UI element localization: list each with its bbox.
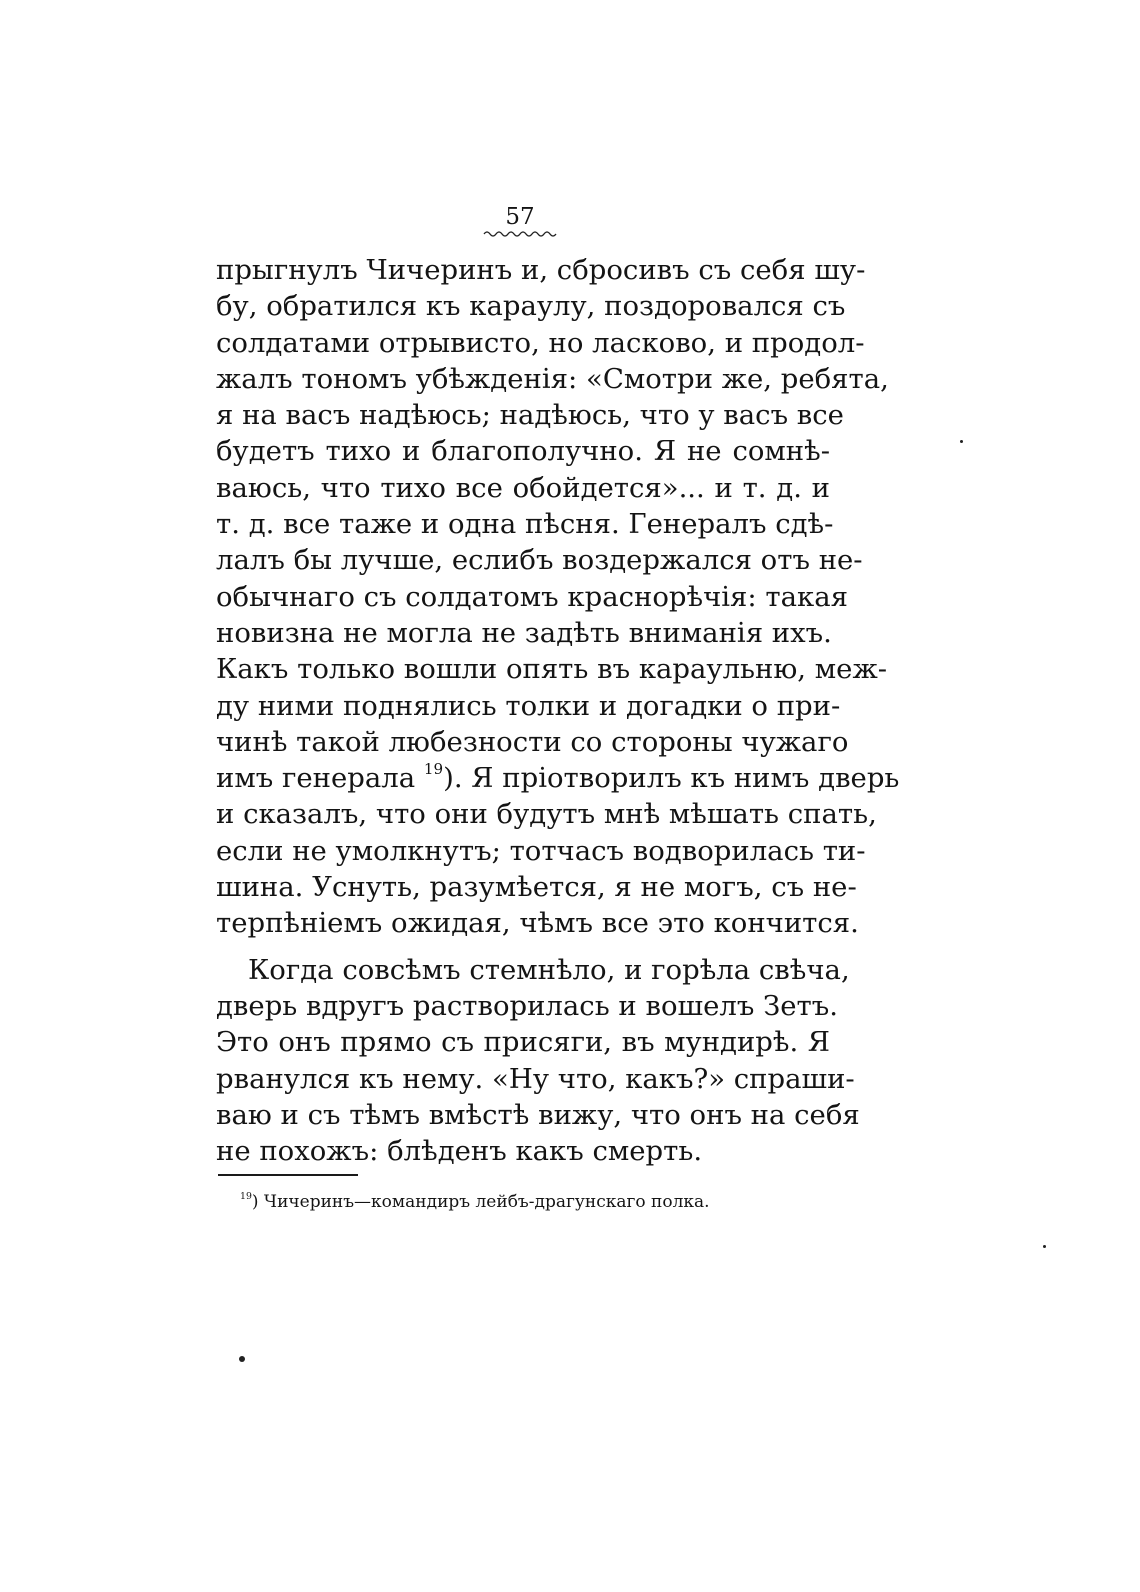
page-number-ornament	[484, 230, 556, 238]
text-line: рванулся къ нему. «Ну что, какъ?» спраши-	[216, 1062, 855, 1095]
text-line: если не умолкнутъ; тотчасъ водворилась ти-	[216, 834, 866, 867]
paragraph-gap	[216, 942, 830, 952]
text-segment: ). Я пріотворилъ къ нимъ дверь	[443, 762, 900, 795]
footnote-marker: 19	[240, 1191, 252, 1203]
print-speck	[239, 1356, 245, 1362]
text-line: не похожъ: блѣденъ какъ смерть.	[216, 1135, 703, 1168]
text-line: терпѣніемъ ожидая, чѣмъ все это кончится.	[216, 907, 859, 940]
text-segment: имъ генерала	[216, 762, 424, 795]
text-line: я на васъ надѣюсь; надѣюсь, что у васъ все	[216, 399, 844, 432]
text-line: бу, обратился къ караулу, поздоровался съ	[216, 290, 846, 323]
text-line: ваюсь, что тихо все обойдется»... и т. д. и	[216, 471, 830, 504]
print-speck	[1043, 1245, 1046, 1248]
text-line: будетъ тихо и благополучно. Я не сомнѣ-	[216, 435, 830, 468]
text-line: и сказалъ, что они будутъ мнѣ мѣшать спать,	[216, 798, 877, 831]
text-line: ваю и съ тѣмъ вмѣстѣ вижу, что онъ на себя	[216, 1098, 860, 1131]
footnote	[240, 1190, 710, 1214]
footnote-rule	[218, 1174, 358, 1176]
text-line: т. д. все таже и одна пѣсня. Генералъ сдѣ-	[216, 508, 834, 541]
footnote-reference: 19	[423, 760, 444, 779]
text-line: чинѣ такой любезности со стороны чужаго	[216, 725, 849, 758]
print-speck	[960, 440, 963, 443]
text-line: шина. Уснуть, разумѣется, я не могъ, съ не-	[216, 871, 857, 904]
text-line: жалъ тономъ убѣжденія: «Смотри же, ребята,	[216, 362, 889, 395]
text-line-with-footnote-ref	[216, 760, 900, 796]
footnote-text: ) Чичеринъ—командиръ лейбъ-драгунскаго полка.	[251, 1192, 710, 1212]
text-line: Когда совсѣмъ стемнѣло, и горѣла свѣча,	[248, 953, 850, 986]
text-line: новизна не могла не задѣть вниманія ихъ.	[216, 616, 832, 649]
text-line: солдатами отрывисто, но ласково, и продол-	[216, 326, 865, 359]
text-line: обычнаго съ солдатомъ краснорѣчія: такая	[216, 580, 848, 613]
text-line: дверь вдругъ растворилась и вошелъ Зетъ.	[216, 989, 838, 1022]
body-text	[216, 252, 900, 1169]
text-line: ду ними поднялись толки и догадки о при-	[216, 689, 841, 722]
text-line: лалъ бы лучше, еслибъ воздержался отъ не-	[216, 544, 863, 577]
text-line: Какъ только вошли опять въ караульню, меж-	[216, 653, 888, 686]
text-line: прыгнулъ Чичеринъ и, сбросивъ съ себя шу-	[216, 254, 866, 286]
text-line: Это онъ прямо съ присяги, въ мундирѣ. Я	[216, 1026, 830, 1059]
page-number: 57	[505, 204, 535, 230]
